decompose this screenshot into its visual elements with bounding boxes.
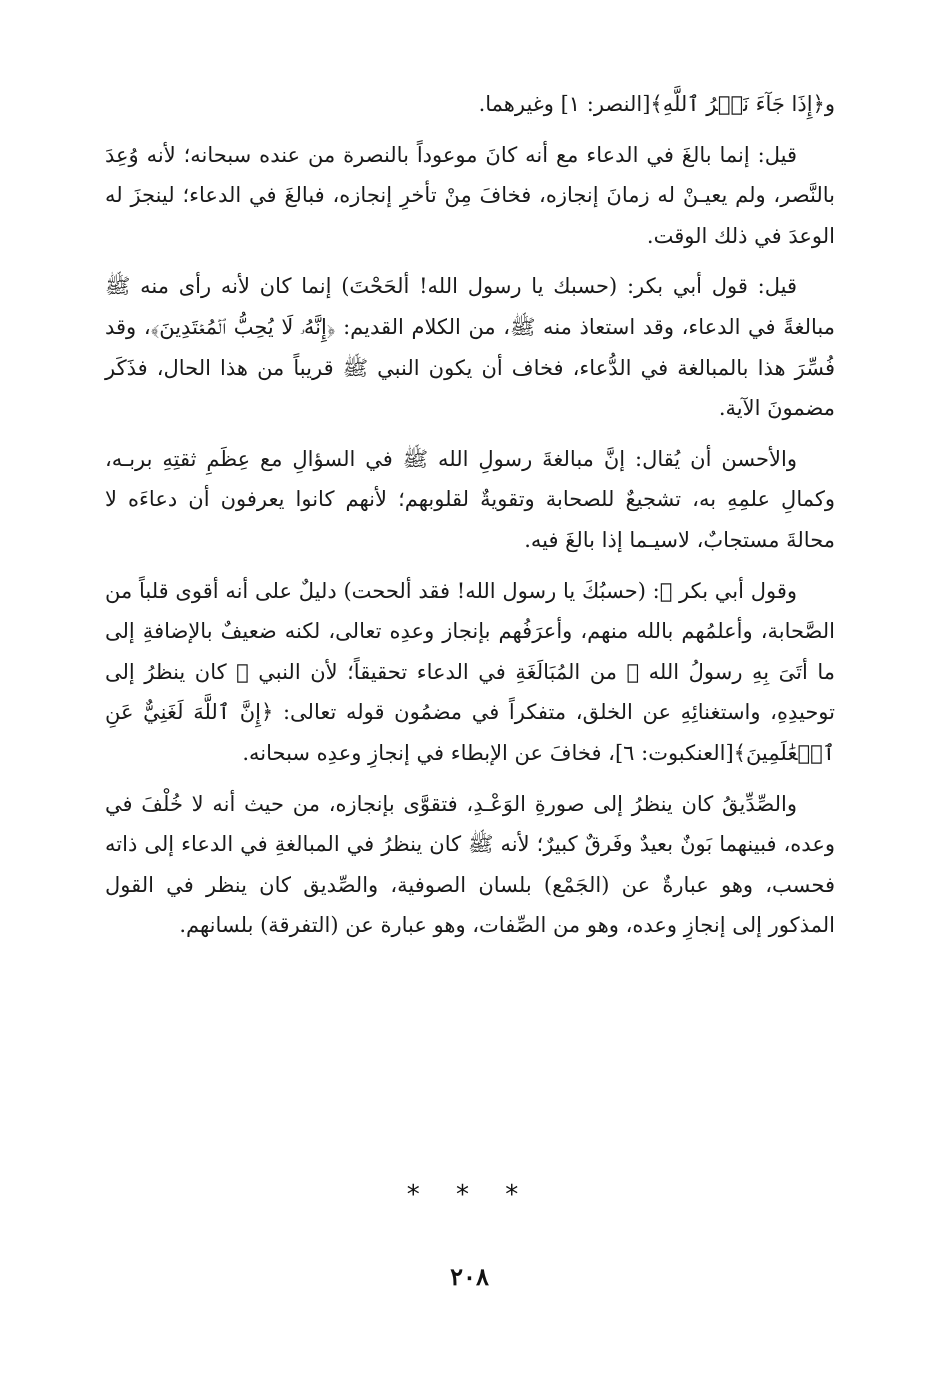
paragraph-siddiq-comparison: والصِّدِّيقُ كان ينظرُ إلى صورةِ الوَعْـدِ، فتقوَّى بإنجازه، من حيث أنه لا خُلْفَ في وعده، فبينهما بَونٌ بعيدٌ وفَرقٌ كبيرٌ؛ لأنه ﷺ كان ينظرُ في المبالغةِ في الدعاء إلى ذاته فحسب، وهو عبارةٌ عن (الجَمْع) بلسان الصوفية، والصِّديق كان ينظر في القول المذكور إلى إنجازِ وعده، وهو من الصِّفات، وهو عبارة عن (التفرقة) بلسانهم.	[105, 791, 835, 938]
paragraph-better-view: والأحسن أن يُقال: إنَّ مبالغةَ رسولِ الله ﷺ في السؤالِ مع عِظَمِ ثقتِهِ بربـه، وكمالِ علمِهِ به، تشجيعٌ للصحابة وتقويةٌ لقلوبهم؛ لأنهم كانوا يعرفون أن دعاءَه لا محالةَ مستجابٌ، لاسيـما إذا بالغَ فيه.	[105, 446, 835, 552]
page-number: ٢٠٨	[450, 1262, 489, 1291]
page-body	[105, 84, 835, 956]
paragraph-reason-supplication: قيل: إنما بالغَ في الدعاء مع أنه كانَ موعوداً بالنصرة من عنده سبحانه؛ لأنه وُعِدَ بالنَّصر، ولم يعيـنْ له زمانَ إنجازه، فخافَ مِنْ تأخرِ إنجازه، فبالغَ في الدعاء؛ لينجزَ له الوعدَ في ذلك الوقت.	[105, 142, 835, 248]
paragraph-abu-bakr-statement: قيل: قول أبي بكر: (حسبك يا رسول الله! ألحَحْتَ) إنما كان لأنه رأى منه ﷺ مبالغةً في الدعاء، وقد استعاذ منه ﷺ، من الكلام القديم: ﴿إِنَّهُۥ لَا يُحِبُّ ٱلۡمُعۡتَدِينَ﴾، وقد فُسِّرَ هذا بالمبالغة في الدُّعاء، فخاف أن يكون النبي ﷺ قريباً من هذا الحال، فذَكَر مضمونَ الآية.	[105, 274, 835, 421]
paragraph-quran-continuation: و﴿إِذَا جَآءَ نَصۡرُ ٱللَّهِ﴾[النصر: ١] وغيرهما.	[478, 92, 835, 116]
section-separator: * * *	[406, 1180, 533, 1210]
paragraph-abu-bakr-evidence: وقول أبي بكر ﷺ: (حسبُكَ يا رسول الله! فقد ألححت) دليلٌ على أنه أقوى قلباً من الصَّحابة، وأعلمُهم بالله منهم، وأعرَفُهم بإنجاز وعدِه تعالى، لكنه ضعيفٌ بالإضافةِ إلى ما أتَىَ بِهِ رسولُ الله ﷺ من المُبَالَغَةِ في الدعاء تحقيقاً؛ لأن النبي ﷺ كان ينظرُ إلى توحيدِهِ، واستغنائِهِ عن الخلق، متفكراً في مضمُون قوله تعالى: ﴿إِنَّ ٱللَّهَ لَغَنِيٌّ عَنِ ٱلۡعَٰلَمِينَ﴾[العنكبوت: ٦]، فخافَ عن الإبطاء في إنجازِ وعدِه سبحانه.	[105, 578, 835, 765]
